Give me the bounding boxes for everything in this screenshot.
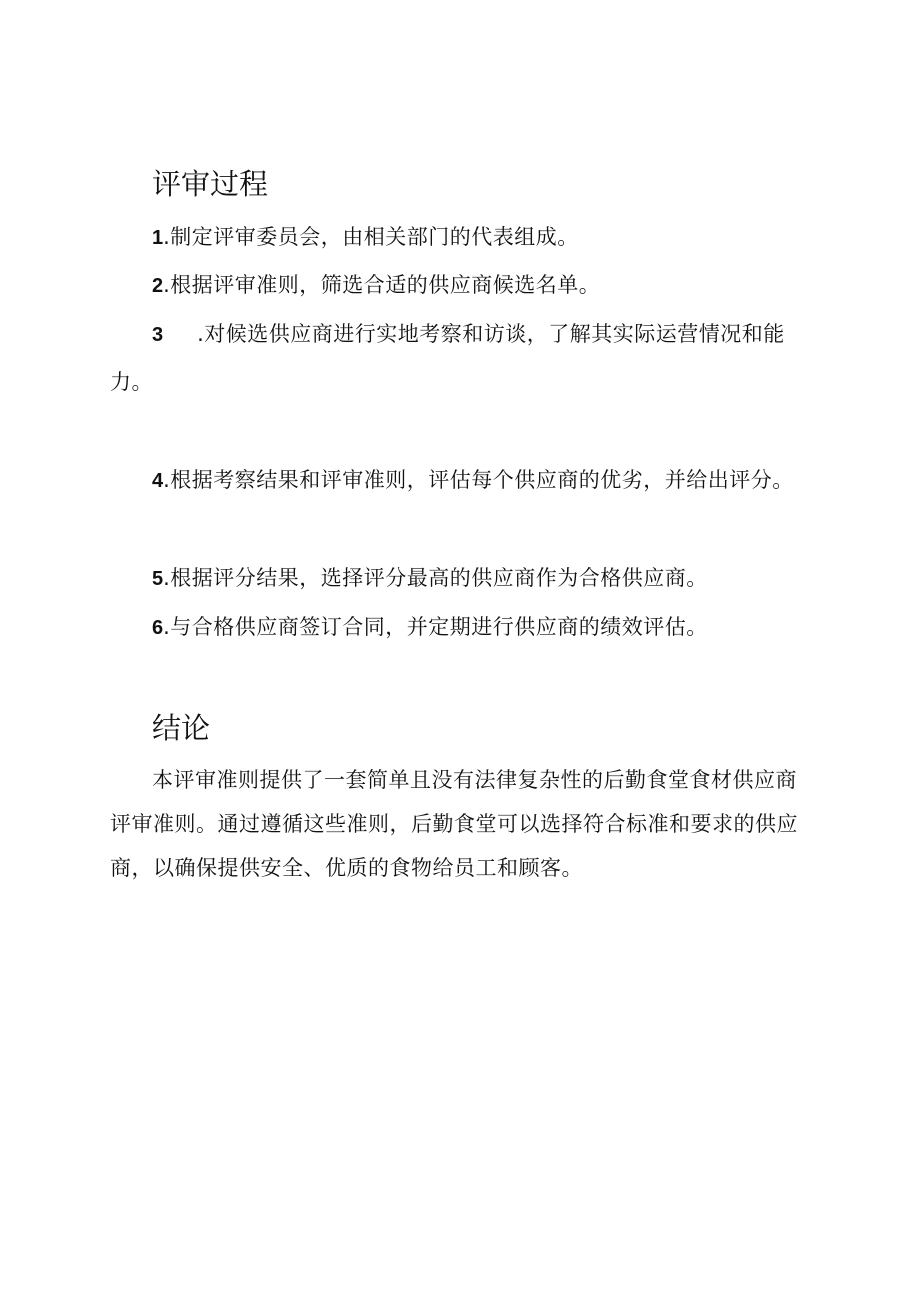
item-text: .根据评分结果，选择评分最高的供应商作为合格供应商。: [163, 566, 708, 590]
item-number: 1: [152, 227, 164, 249]
item-number: 4: [152, 470, 164, 492]
item-text: .制定评审委员会，由相关部门的代表组成。: [163, 225, 579, 249]
item-text: .根据考察结果和评审准则，评估每个供应商的优劣，并给出评分。: [163, 468, 794, 492]
process-heading: 评审过程: [152, 167, 269, 201]
process-item-4: [110, 457, 810, 505]
item-number: 5: [152, 568, 164, 590]
process-item-5: [110, 555, 810, 603]
process-item-6: [110, 604, 810, 652]
process-item-1: [110, 214, 810, 262]
conclusion-heading: 结论: [152, 711, 211, 745]
process-item-3: [110, 311, 810, 406]
item-text: .根据评审准则，筛选合适的供应商候选名单。: [163, 273, 601, 297]
item-number: 3: [152, 324, 164, 346]
item-text: .对候选供应商进行实地考察和访谈，了解其实际运营情况和能力。: [110, 322, 785, 394]
item-number: 6: [152, 617, 164, 639]
item-number: 2: [152, 275, 164, 297]
conclusion-paragraph: 本评审准则提供了一套简单且没有法律复杂性的后勤食堂食材供应商评审准则。通过遵循这些准则，后勤食堂可以选择符合标准和要求的供应商，以确保提供安全、优质的食物给员工和顾客。: [110, 768, 798, 880]
process-item-2: [110, 262, 810, 310]
item-text: .与合格供应商签订合同，并定期进行供应商的绩效评估。: [163, 615, 708, 639]
